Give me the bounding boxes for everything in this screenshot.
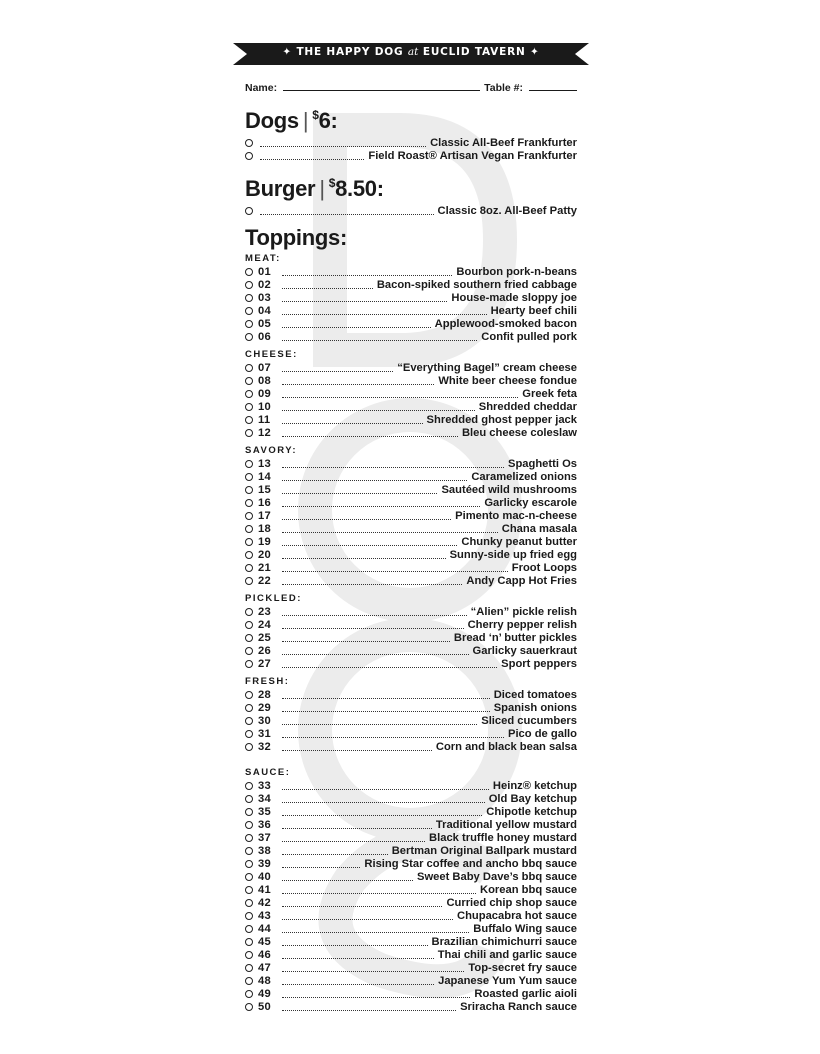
menu-item-row[interactable] [245, 136, 577, 149]
item-number: 16 [258, 496, 272, 509]
menu-item-row[interactable] [245, 278, 577, 291]
menu-item-row[interactable] [245, 317, 577, 330]
item-label: Shredded cheddar [478, 400, 577, 413]
item-label: Roasted garlic aioli [474, 987, 577, 1000]
checkbox-circle-icon[interactable] [245, 990, 253, 998]
menu-item-row[interactable] [245, 618, 577, 631]
dot-leader [282, 570, 508, 572]
item-label: Chipotle ketchup [486, 805, 577, 818]
item-number: 15 [258, 483, 272, 496]
dot-leader [282, 970, 464, 972]
item-number: 47 [258, 961, 272, 974]
item-number: 42 [258, 896, 272, 909]
menu-item-row[interactable] [245, 701, 577, 714]
dot-leader [282, 814, 482, 816]
item-label: Bertman Original Ballpark mustard [391, 844, 577, 857]
checkbox-circle-icon[interactable] [245, 847, 253, 855]
dot-leader [282, 396, 518, 398]
dogs-heading: Dogs | $6: [245, 108, 338, 133]
menu-item-row[interactable] [245, 805, 577, 818]
item-number: 25 [258, 631, 272, 644]
menu-item-row[interactable] [245, 265, 577, 278]
menu-item-row[interactable] [245, 605, 577, 618]
menu-item-row[interactable] [245, 870, 577, 883]
item-number: 32 [258, 740, 272, 753]
dot-leader [282, 326, 431, 328]
dot-leader [282, 666, 497, 668]
checkbox-circle-icon[interactable] [245, 660, 253, 668]
menu-item-row[interactable] [245, 400, 577, 413]
banner-title: ✦ THE HAPPY DOG at EUCLID TAVERN ✦ [282, 46, 540, 58]
item-number: 29 [258, 701, 272, 714]
menu-item-row[interactable] [245, 792, 577, 805]
checkbox-circle-icon[interactable] [245, 964, 253, 972]
checkbox-circle-icon[interactable] [245, 743, 253, 751]
dot-leader [282, 370, 393, 372]
menu-item-row[interactable] [245, 361, 577, 374]
dot-leader [282, 339, 477, 341]
item-number: 41 [258, 883, 272, 896]
burger-list [245, 204, 577, 217]
table-label: Table #: [484, 82, 523, 94]
menu-item-row[interactable] [245, 688, 577, 701]
checkbox-circle-icon[interactable] [245, 307, 253, 315]
checkbox-circle-icon[interactable] [245, 925, 253, 933]
checkbox-circle-icon[interactable] [245, 634, 253, 642]
menu-item-row[interactable] [245, 961, 577, 974]
item-label: Classic All-Beef Frankfurter [430, 136, 577, 149]
item-number: 31 [258, 727, 272, 740]
dot-leader [282, 853, 388, 855]
category-heading: SAUCE: [245, 767, 291, 778]
header-banner [233, 40, 589, 68]
checkbox-circle-icon[interactable] [245, 977, 253, 985]
item-label: Korean bbq sauce [480, 883, 577, 896]
checkbox-circle-icon[interactable] [245, 377, 253, 385]
menu-item-row[interactable] [245, 857, 577, 870]
item-number: 37 [258, 831, 272, 844]
menu-item-row[interactable] [245, 204, 577, 217]
item-number: 45 [258, 935, 272, 948]
checkbox-circle-icon[interactable] [245, 460, 253, 468]
item-number: 28 [258, 688, 272, 701]
item-number: 40 [258, 870, 272, 883]
checkbox-circle-icon[interactable] [245, 621, 253, 629]
checkbox-circle-icon[interactable] [245, 951, 253, 959]
toppings-list [245, 253, 577, 1013]
dot-leader [282, 409, 475, 411]
item-number: 30 [258, 714, 272, 727]
item-number: 01 [258, 265, 272, 278]
item-number: 36 [258, 818, 272, 831]
checkbox-circle-icon[interactable] [245, 320, 253, 328]
dot-leader [260, 213, 434, 215]
item-label: Sautéed wild mushrooms [441, 483, 577, 496]
item-number: 35 [258, 805, 272, 818]
dot-leader [282, 383, 434, 385]
menu-item-row[interactable] [245, 714, 577, 727]
item-number: 18 [258, 522, 272, 535]
item-number: 10 [258, 400, 272, 413]
menu-item-row[interactable] [245, 548, 577, 561]
item-label: Sport peppers [501, 657, 577, 670]
item-number: 14 [258, 470, 272, 483]
dot-leader [282, 827, 432, 829]
item-number: 46 [258, 948, 272, 961]
dot-leader [282, 614, 467, 616]
dot-leader [282, 892, 476, 894]
dot-leader [282, 866, 360, 868]
dot-leader [282, 944, 428, 946]
item-number: 05 [258, 317, 272, 330]
dot-leader [282, 287, 373, 289]
checkbox-circle-icon[interactable] [245, 647, 253, 655]
item-number: 19 [258, 535, 272, 548]
dot-leader [282, 723, 477, 725]
menu-item-row[interactable] [245, 387, 577, 400]
menu-item-row[interactable] [245, 644, 577, 657]
item-label: Chunky peanut butter [461, 535, 577, 548]
checkbox-circle-icon[interactable] [245, 938, 253, 946]
dogs-list [245, 136, 577, 162]
dot-leader [282, 931, 469, 933]
checkbox-circle-icon[interactable] [245, 207, 253, 215]
menu-item-row[interactable] [245, 922, 577, 935]
checkbox-circle-icon[interactable] [245, 717, 253, 725]
checkbox-circle-icon[interactable] [245, 577, 253, 585]
menu-item-row[interactable] [245, 831, 577, 844]
item-label: Black truffle honey mustard [429, 831, 577, 844]
dot-leader [282, 627, 464, 629]
item-label: Chana masala [501, 522, 577, 535]
menu-item-row[interactable] [245, 470, 577, 483]
item-label: Diced tomatoes [493, 688, 577, 701]
checkbox-circle-icon[interactable] [245, 704, 253, 712]
item-number: 17 [258, 509, 272, 522]
burger-heading: Burger | $8.50: [245, 176, 384, 201]
dot-leader [282, 697, 490, 699]
item-label: Traditional yellow mustard [435, 818, 577, 831]
item-number: 26 [258, 644, 272, 657]
checkbox-circle-icon[interactable] [245, 390, 253, 398]
item-label: Spanish onions [493, 701, 577, 714]
checkbox-circle-icon[interactable] [245, 416, 253, 424]
dot-leader [282, 879, 413, 881]
dot-leader [282, 492, 437, 494]
menu-item-row[interactable] [245, 426, 577, 439]
dot-leader [282, 274, 452, 276]
checkbox-circle-icon[interactable] [245, 886, 253, 894]
item-number: 09 [258, 387, 272, 400]
item-number: 50 [258, 1000, 272, 1013]
dot-leader [282, 840, 425, 842]
menu-item-row[interactable] [245, 974, 577, 987]
menu-item-row[interactable] [245, 574, 577, 587]
dot-leader [282, 518, 451, 520]
item-label: Andy Capp Hot Fries [466, 574, 577, 587]
dot-leader [260, 158, 364, 160]
item-label: Bourbon pork-n-beans [456, 265, 577, 278]
item-label: Top-secret fry sauce [468, 961, 577, 974]
menu-item-row[interactable] [245, 779, 577, 792]
checkbox-circle-icon[interactable] [245, 821, 253, 829]
menu-item-row[interactable] [245, 844, 577, 857]
menu-item-row[interactable] [245, 149, 577, 162]
item-label: “Alien” pickle relish [470, 605, 577, 618]
dot-leader [282, 749, 432, 751]
item-label: Sunny-side up fried egg [449, 548, 577, 561]
item-label: Pico de gallo [507, 727, 577, 740]
menu-item-row[interactable] [245, 330, 577, 343]
item-number: 43 [258, 909, 272, 922]
checkbox-circle-icon[interactable] [245, 912, 253, 920]
checkbox-circle-icon[interactable] [245, 139, 253, 147]
menu-item-row[interactable] [245, 948, 577, 961]
dot-leader [282, 313, 487, 315]
dot-leader [282, 435, 458, 437]
item-label: Brazilian chimichurri sauce [431, 935, 577, 948]
item-number: 49 [258, 987, 272, 1000]
item-label: Thai chili and garlic sauce [437, 948, 577, 961]
item-number: 02 [258, 278, 272, 291]
dot-leader [282, 1009, 456, 1011]
dot-leader [282, 422, 423, 424]
checkbox-circle-icon[interactable] [245, 860, 253, 868]
order-sheet [245, 40, 577, 1013]
item-label: “Everything Bagel” cream cheese [397, 361, 577, 374]
checkbox-circle-icon[interactable] [245, 499, 253, 507]
dot-leader [260, 145, 426, 147]
dot-leader [282, 479, 467, 481]
item-label: Greek feta [522, 387, 577, 400]
item-label: Confit pulled pork [481, 330, 577, 343]
name-label: Name: [245, 82, 278, 94]
dot-leader [282, 983, 434, 985]
item-number: 11 [258, 413, 271, 426]
menu-item-row[interactable] [245, 935, 577, 948]
checkbox-circle-icon[interactable] [245, 152, 253, 160]
item-number: 24 [258, 618, 272, 631]
dot-leader [282, 653, 469, 655]
checkbox-circle-icon[interactable] [245, 808, 253, 816]
checkbox-circle-icon[interactable] [245, 281, 253, 289]
item-number: 48 [258, 974, 272, 987]
menu-item-row[interactable] [245, 657, 577, 670]
checkbox-circle-icon[interactable] [245, 691, 253, 699]
item-label: Bacon-spiked southern fried cabbage [376, 278, 577, 291]
item-label: Chupacabra hot sauce [457, 909, 577, 922]
item-label: Bleu cheese coleslaw [461, 426, 577, 439]
item-label: Shredded ghost pepper jack [426, 413, 577, 426]
category-heading: SAVORY: [245, 445, 298, 456]
toppings-heading: Toppings: [245, 225, 347, 250]
item-number: 04 [258, 304, 272, 317]
menu-item-row[interactable] [245, 909, 577, 922]
item-number: 38 [258, 844, 272, 857]
dot-leader [282, 788, 489, 790]
item-number: 44 [258, 922, 272, 935]
item-number: 20 [258, 548, 272, 561]
item-number: 39 [258, 857, 272, 870]
table-number-field[interactable] [529, 89, 577, 91]
menu-item-row[interactable] [245, 883, 577, 896]
menu-item-row[interactable] [245, 535, 577, 548]
menu-item-row[interactable] [245, 1000, 577, 1013]
item-label: Garlicky escarole [484, 496, 577, 509]
checkbox-circle-icon[interactable] [245, 873, 253, 881]
category-heading: MEAT: [245, 253, 281, 264]
menu-item-row[interactable] [245, 457, 577, 470]
item-label: Sweet Baby Dave’s bbq sauce [416, 870, 577, 883]
item-number: 33 [258, 779, 272, 792]
menu-item-row[interactable] [245, 304, 577, 317]
checkbox-circle-icon[interactable] [245, 834, 253, 842]
item-number: 23 [258, 605, 272, 618]
menu-item-row[interactable] [245, 374, 577, 387]
checkbox-circle-icon[interactable] [245, 268, 253, 276]
dot-leader [282, 531, 498, 533]
menu-item-row[interactable] [245, 896, 577, 909]
item-label: Corn and black bean salsa [435, 740, 577, 753]
checkbox-circle-icon[interactable] [245, 564, 253, 572]
item-label: Rising Star coffee and ancho bbq sauce [364, 857, 577, 870]
menu-item-row[interactable] [245, 291, 577, 304]
category-heading: PICKLED: [245, 593, 302, 604]
dot-leader [282, 640, 450, 642]
checkbox-circle-icon[interactable] [245, 486, 253, 494]
item-label: Field Roast® Artisan Vegan Frankfurter [368, 149, 577, 162]
item-number: 08 [258, 374, 272, 387]
dot-leader [282, 466, 504, 468]
item-number: 07 [258, 361, 272, 374]
checkbox-circle-icon[interactable] [245, 364, 253, 372]
item-label: Pimento mac-n-cheese [455, 509, 577, 522]
dot-leader [282, 736, 504, 738]
dot-leader [282, 918, 453, 920]
checkbox-circle-icon[interactable] [245, 730, 253, 738]
item-number: 03 [258, 291, 272, 304]
item-number: 06 [258, 330, 272, 343]
checkbox-circle-icon[interactable] [245, 608, 253, 616]
checkbox-circle-icon[interactable] [245, 538, 253, 546]
checkbox-circle-icon[interactable] [245, 473, 253, 481]
item-label: Old Bay ketchup [488, 792, 577, 805]
dot-leader [282, 583, 462, 585]
item-label: House-made sloppy joe [451, 291, 577, 304]
menu-item-row[interactable] [245, 740, 577, 753]
name-table-row [245, 78, 577, 94]
item-number: 27 [258, 657, 272, 670]
checkbox-circle-icon[interactable] [245, 512, 253, 520]
dot-leader [282, 710, 490, 712]
item-label: Bread ‘n’ butter pickles [453, 631, 577, 644]
item-number: 22 [258, 574, 272, 587]
category-heading: FRESH: [245, 676, 290, 687]
item-label: Sliced cucumbers [481, 714, 577, 727]
checkbox-circle-icon[interactable] [245, 795, 253, 803]
item-label: Garlicky sauerkraut [472, 644, 577, 657]
item-label: Buffalo Wing sauce [473, 922, 577, 935]
menu-item-row[interactable] [245, 509, 577, 522]
item-number: 12 [258, 426, 272, 439]
checkbox-circle-icon[interactable] [245, 429, 253, 437]
item-number: 13 [258, 457, 272, 470]
dot-leader [282, 905, 442, 907]
item-number: 21 [258, 561, 272, 574]
dot-leader [282, 300, 447, 302]
item-label: Curried chip shop sauce [446, 896, 577, 909]
dot-leader [282, 505, 480, 507]
dot-leader [282, 996, 470, 998]
dot-leader [282, 544, 457, 546]
menu-item-row[interactable] [245, 818, 577, 831]
item-label: Cherry pepper relish [467, 618, 577, 631]
dot-leader [282, 801, 485, 803]
checkbox-circle-icon[interactable] [245, 403, 253, 411]
checkbox-circle-icon[interactable] [245, 551, 253, 559]
item-label: White beer cheese fondue [438, 374, 577, 387]
menu-item-row[interactable] [245, 987, 577, 1000]
checkbox-circle-icon[interactable] [245, 294, 253, 302]
name-field[interactable] [283, 89, 480, 91]
dot-leader [282, 557, 446, 559]
item-label: Caramelized onions [471, 470, 577, 483]
item-label: Applewood-smoked bacon [434, 317, 577, 330]
item-label: Sriracha Ranch sauce [460, 1000, 577, 1013]
item-label: Spaghetti Os [508, 457, 577, 470]
menu-item-row[interactable] [245, 483, 577, 496]
menu-item-row[interactable] [245, 631, 577, 644]
item-label: Japanese Yum Yum sauce [438, 974, 577, 987]
checkbox-circle-icon[interactable] [245, 1003, 253, 1011]
item-label: Classic 8oz. All-Beef Patty [437, 204, 577, 217]
dot-leader [282, 957, 434, 959]
checkbox-circle-icon[interactable] [245, 899, 253, 907]
menu-item-row[interactable] [245, 561, 577, 574]
item-label: Froot Loops [511, 561, 577, 574]
menu-item-row[interactable] [245, 496, 577, 509]
category-heading: CHEESE: [245, 349, 298, 360]
menu-item-row[interactable] [245, 522, 577, 535]
item-number: 34 [258, 792, 272, 805]
checkbox-circle-icon[interactable] [245, 782, 253, 790]
item-label: Heinz® ketchup [492, 779, 577, 792]
checkbox-circle-icon[interactable] [245, 525, 253, 533]
menu-item-row[interactable] [245, 413, 577, 426]
checkbox-circle-icon[interactable] [245, 333, 253, 341]
item-label: Hearty beef chili [490, 304, 577, 317]
menu-item-row[interactable] [245, 727, 577, 740]
